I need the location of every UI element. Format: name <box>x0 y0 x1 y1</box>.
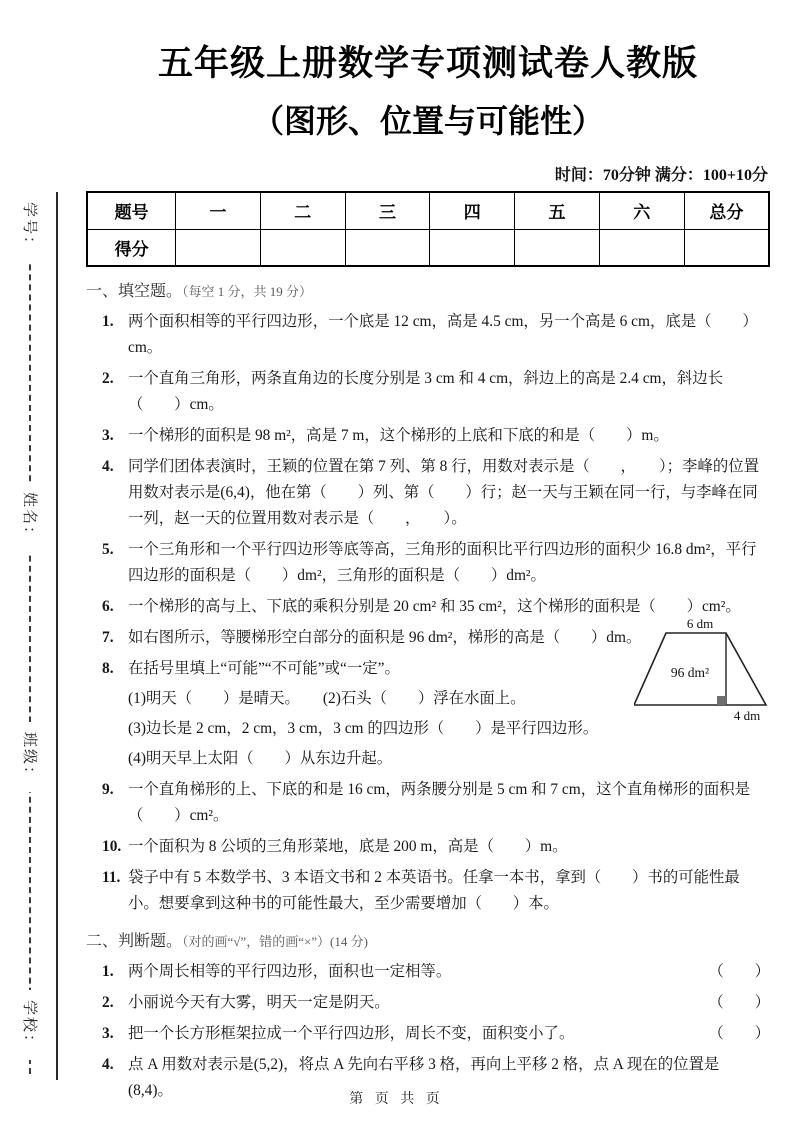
question-text: 袋子中有 5 本数学书、3 本语文书和 2 本英语书。任拿一本书，拿到（ ）书的可能性最小。想要拿到这种书的可能性最大，至少需要增加（ ）本。 <box>128 869 740 912</box>
judge-question-1 <box>86 959 770 985</box>
school-label-text: 学校： <box>20 999 37 1051</box>
question-text: 点 A 用数对表示是(5,2)，将点 A 先向右平移 3 格，再向上平移 2 格，点 A 现在的位置是(8,4)。 <box>128 1056 720 1099</box>
page-footer: 第 页 共 页 <box>349 1092 444 1107</box>
section1-note: （每空 1 分，共 19 分） <box>182 284 313 299</box>
judge-question-3 <box>86 1021 770 1047</box>
question-text: 一个梯形的面积是 98 m²，高是 7 m，这个梯形的上底和下底的和是（ ）m。 <box>128 427 669 444</box>
score-col-total: 总分 <box>684 192 769 229</box>
judge-question-2 <box>86 990 770 1016</box>
score-col-5: 五 <box>515 192 600 229</box>
score-col-1: 一 <box>176 192 261 229</box>
question-text: 在括号里填上“可能”“不可能”或“一定”。 <box>128 660 400 677</box>
section2-heading <box>86 930 770 954</box>
section2-title: 二、判断题。 <box>86 933 183 950</box>
school-label <box>18 990 42 1060</box>
margin-dashed-line <box>29 194 31 1074</box>
score-cell <box>430 229 515 266</box>
question-number: 6. <box>102 598 114 615</box>
question-number: 4. <box>102 1056 114 1073</box>
score-cell <box>515 229 600 266</box>
score-col-3: 三 <box>345 192 430 229</box>
fill-question-10 <box>86 834 770 860</box>
score-cell <box>260 229 345 266</box>
fill-question-8-sub-3: (4)明天早上太阳（ ）从东边升起。 <box>128 750 393 767</box>
answer-bracket: （ ） <box>708 994 770 1011</box>
score-table-header-row <box>87 192 769 229</box>
figure-area-label: 96 dm² <box>670 665 710 680</box>
score-col-6: 六 <box>599 192 684 229</box>
fill-question-2 <box>86 366 770 418</box>
score-cell <box>176 229 261 266</box>
score-col-4: 四 <box>430 192 515 229</box>
fill-question-4 <box>86 454 770 532</box>
right-angle-mark <box>717 696 726 705</box>
score-row-label-cell: 得分 <box>87 229 176 266</box>
question-number: 4. <box>102 458 114 475</box>
question-text: 小丽说今天有大雾，明天一定是阴天。 <box>128 994 390 1011</box>
question-number: 2. <box>102 370 114 387</box>
fill-question-11 <box>86 865 770 917</box>
score-cell <box>684 229 769 266</box>
score-col-2: 二 <box>260 192 345 229</box>
score-table-header-cell: 题号 <box>87 192 176 229</box>
answer-bracket: （ ） <box>708 1025 770 1042</box>
class-label-text: 班级： <box>20 731 37 783</box>
figure-top-label: 6 dm <box>686 617 714 631</box>
question-text: 一个面积为 8 公顷的三角形菜地，底是 200 m，高是（ ）m。 <box>128 838 568 855</box>
question-number: 7. <box>102 629 114 646</box>
paper-content <box>86 0 770 1104</box>
question-number: 9. <box>102 781 114 798</box>
score-table-score-row <box>87 229 769 266</box>
page-subtitle: （图形、位置与可能性） <box>251 103 604 139</box>
question-text: 一个直角三角形，两条直角边的长度分别是 3 cm 和 4 cm，斜边上的高是 2.4 cm，斜边长（ ）cm。 <box>128 370 724 413</box>
question-number: 5. <box>102 541 114 558</box>
trapezoid-figure <box>634 617 768 731</box>
fill-question-8-sub-1: (1)明天（ ）是晴天。 (2)石头（ ）浮在水面上。 <box>128 690 526 707</box>
student-name-label <box>18 482 42 552</box>
question-number: 1. <box>102 963 114 980</box>
question-text: 两个面积相等的平行四边形，一个底是 12 cm，高是 4.5 cm，另一个高是 6 cm，底是（ ）cm。 <box>128 313 758 356</box>
question-number: 3. <box>102 1025 114 1042</box>
fill-question-8-sub-2: (3)边长是 2 cm，2 cm，3 cm，3 cm 的四边形（ ）是平行四边形。 <box>128 720 599 737</box>
figure-anchor <box>86 617 770 772</box>
fill-question-3 <box>86 423 770 449</box>
question-number: 3. <box>102 427 114 444</box>
question-number: 8. <box>102 660 114 677</box>
fill-question-5 <box>86 537 770 589</box>
fill-question-1 <box>86 309 770 361</box>
question-number: 10. <box>102 838 122 855</box>
question-text: 把一个长方形框架拉成一个平行四边形，周长不变，面积变小了。 <box>128 1025 575 1042</box>
fill-question-9 <box>86 777 770 829</box>
margin-solid-line <box>56 192 58 1080</box>
question-text: 一个三角形和一个平行四边形等底等高，三角形的面积比平行四边形的面积少 16.8 dm²，平行四边形的面积是（ ）dm²，三角形的面积是（ ）dm²。 <box>128 541 757 584</box>
exam-meta: 时间：70分钟 满分：100+10分 <box>554 167 768 184</box>
figure-bottom-label: 4 dm <box>733 708 761 723</box>
student-id-label <box>18 192 42 262</box>
question-text: 两个周长相等的平行四边形，面积也一定相等。 <box>128 963 452 980</box>
student-id-label-text: 学号： <box>20 201 37 253</box>
question-number: 2. <box>102 994 114 1011</box>
question-text: 一个直角梯形的上、下底的和是 16 cm，两条腰分别是 5 cm 和 7 cm，这个直角梯形的面积是（ ）cm²。 <box>128 781 751 824</box>
class-label <box>18 722 42 792</box>
question-text: 同学们团体表演时，王颖的位置在第 7 列、第 8 行，用数对表示是（ ， ）；李峰的位置用数对表示是(6,4)，他在第（ ）列、第（ ）行；赵一天与王颖在同一行，与李峰在同一列，赵一天的位置用数对表示是（ ， ）。 <box>128 458 760 527</box>
score-cell <box>345 229 430 266</box>
section1-title: 一、填空题。 <box>86 283 183 300</box>
answer-bracket: （ ） <box>708 963 770 980</box>
section1-heading <box>86 280 770 304</box>
question-number: 1. <box>102 313 114 330</box>
question-number: 11. <box>102 869 121 886</box>
score-table <box>86 191 770 267</box>
left-margin-rail <box>0 0 70 1122</box>
score-cell <box>599 229 684 266</box>
page-title: 五年级上册数学专项测试卷人教版 <box>157 44 698 83</box>
student-name-label-text: 姓名： <box>20 491 37 543</box>
question-text: 一个梯形的高与上、下底的乘积分别是 20 cm² 和 35 cm²，这个梯形的面积是（ ）cm²。 <box>128 598 741 615</box>
section2-note: （对的画“√”，错的画“×”）(14 分) <box>182 934 368 949</box>
question-text: 如右图所示，等腰梯形空白部分的面积是 96 dm²，梯形的高是（ ）dm。 <box>128 629 642 646</box>
